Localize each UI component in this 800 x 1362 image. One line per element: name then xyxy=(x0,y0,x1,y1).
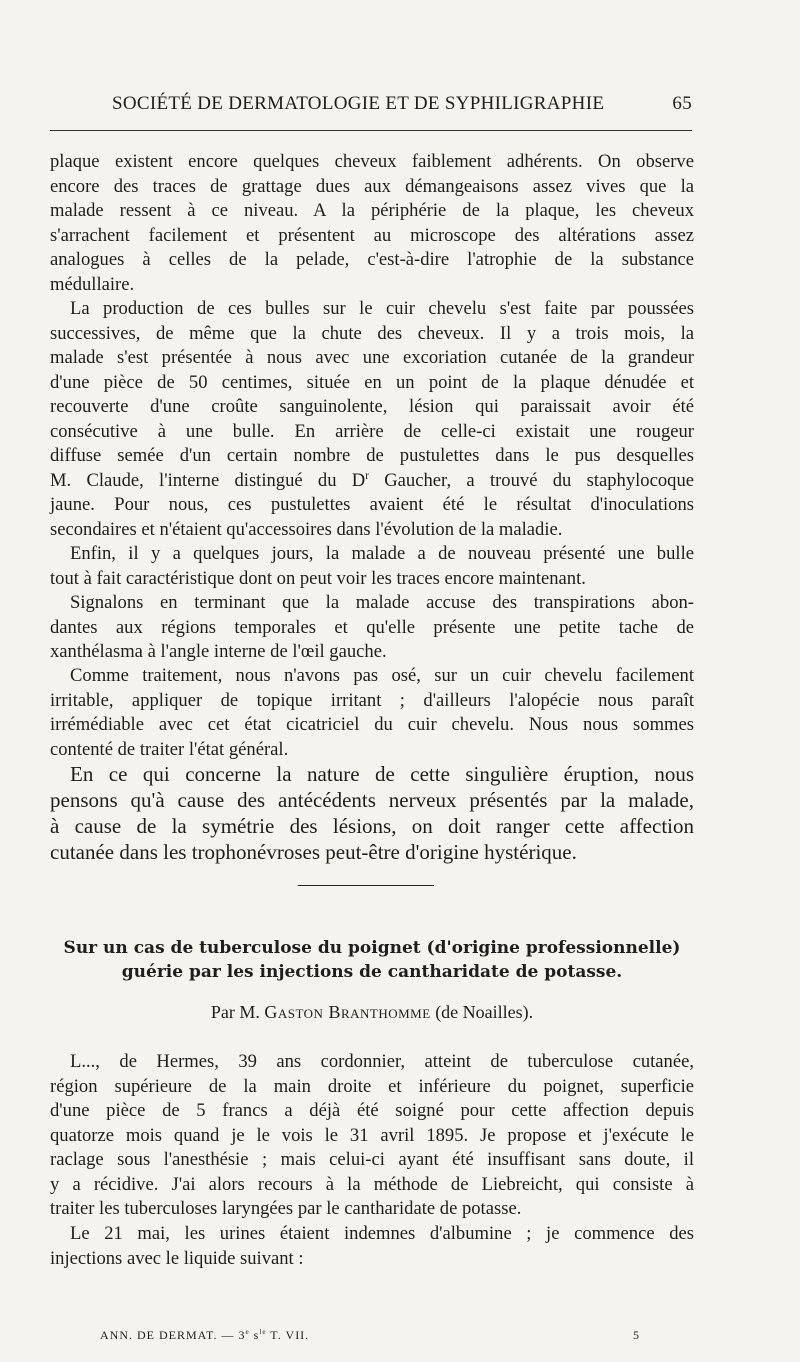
text-line: secondaires et n'étaient qu'accessoires dans l'évolution de la maladie. xyxy=(50,518,563,540)
text-line: recouverte d'une croûte sanguinolente, lésion qui paraissait avoir été xyxy=(50,396,694,417)
section-title-line: Sur un cas de tuberculose du poignet (d'origine professionnelle) xyxy=(63,938,681,958)
text-line: traiter les tuberculoses laryngées par le cantharidate de potasse. xyxy=(50,1198,522,1219)
text-line: En ce qui concerne la nature de cette singulière éruption, nous xyxy=(70,762,694,786)
text-line: analogues à celles de la pelade, c'est-à-dire l'atrophie de la substance xyxy=(50,249,694,270)
text-line: malade ressent à ce niveau. A la périphérie de la plaque, les cheveux xyxy=(50,200,694,221)
superscript: e xyxy=(245,1328,250,1336)
author-name: Gaston Branthomme xyxy=(264,1002,431,1022)
text-segment: s xyxy=(249,1328,260,1342)
page-number: 65 xyxy=(672,93,692,114)
text-line: Comme traitement, nous n'avons pas osé, sur un cuir chevelu facilement xyxy=(70,665,694,686)
running-title: SOCIÉTÉ DE DERMATOLOGIE ET DE SYPHILIGRAPHIE xyxy=(112,93,605,114)
text-line: cutanée dans les trophonévroses peut-être d'origine hystérique. xyxy=(50,840,577,864)
text-line: tout à fait caractéristique dont on peut voir les traces encore maintenant. xyxy=(50,567,586,589)
byline-suffix: (de Noailles). xyxy=(430,1002,534,1022)
superscript: le xyxy=(259,1328,267,1336)
superscript: r xyxy=(365,469,369,482)
text-line: diffuse semée d'un certain nombre de pustulettes dans le pus desquelles xyxy=(50,445,694,466)
text-line: Enfin, il y a quelques jours, la malade a de nouveau présenté une bulle xyxy=(70,543,694,564)
text-segment: ANN. DE DERMAT. — 3 xyxy=(100,1328,246,1342)
paragraph-6 xyxy=(50,761,694,865)
text-line: L..., de Hermes, 39 ans cordonnier, atteint de tuberculose cutanée, xyxy=(70,1051,694,1072)
paragraph-4 xyxy=(50,591,694,665)
text-line: d'une pièce de 50 centimes, située en un point de la plaque dénudée et xyxy=(50,371,694,393)
paragraph-1 xyxy=(50,150,694,297)
footer-signature xyxy=(100,1328,309,1343)
text-line: région supérieure de la main droite et inférieure du poignet, superficie xyxy=(50,1075,694,1097)
text-line xyxy=(50,469,694,494)
text-line: plaque existent encore quelques cheveux faiblement adhérents. On observe xyxy=(50,151,694,172)
paragraph-7 xyxy=(50,1050,694,1222)
text-line: d'une pièce de 5 francs a déjà été soigné pour cette affection depuis xyxy=(50,1100,694,1121)
text-line: xanthélasma à l'angle interne de l'œil gauche. xyxy=(50,641,387,662)
paragraph-3 xyxy=(50,542,694,591)
paragraph-5 xyxy=(50,664,694,762)
text-line: La production de ces bulles sur le cuir chevelu s'est faite par poussées xyxy=(70,298,694,319)
header-rule xyxy=(50,130,692,131)
signature-mark: 5 xyxy=(633,1328,640,1342)
text-line: irrémédiable avec cet état cicatriciel du cuir chevelu. Nous nous sommes xyxy=(50,714,694,735)
text-line: malade s'est présentée à nous avec une excoriation cutanée de la grandeur xyxy=(50,347,694,368)
byline xyxy=(50,1000,694,1024)
text-line: contenté de traiter l'état général. xyxy=(50,738,289,760)
text-line: dantes aux régions temporales et qu'elle présente une petite tache de xyxy=(50,616,694,638)
text-line: pensons qu'à cause des antécédents nerveux présentés par la malade, xyxy=(50,788,694,812)
text-line: à cause de la symétrie des lésions, on doit ranger cette affection xyxy=(50,814,694,838)
section-divider xyxy=(298,885,434,886)
text-segment: M. Claude, l'interne distingué du D xyxy=(50,469,366,491)
text-line: y a récidive. J'ai alors recours à la méthode de Liebreicht, qui consiste à xyxy=(50,1173,694,1195)
text-line: Le 21 mai, les urines étaient indemnes d'albumine ; je commence des xyxy=(70,1223,694,1244)
text-line: raclage sous l'anesthésie ; mais celui-ci ayant été insuffisant sans doute, il xyxy=(50,1149,694,1170)
paragraph-2 xyxy=(50,297,694,542)
text-line: consécutive à une bulle. En arrière de celle-ci existait une rougeur xyxy=(50,420,694,442)
text-line: successives, de même que la chute des cheveux. Il y a trois mois, la xyxy=(50,322,694,344)
text-line: jaune. Pour nous, ces pustulettes avaient été le résultat d'inoculations xyxy=(50,494,694,515)
paragraph-8 xyxy=(50,1222,694,1271)
text-line: Signalons en terminant que la malade accuse des transpirations abon- xyxy=(70,592,694,613)
text-line: injections avec le liquide suivant : xyxy=(50,1247,304,1269)
text-line: quatorze mois quand je le vois le 31 avril 1895. Je propose et j'exécute le xyxy=(50,1124,694,1146)
byline-prefix: Par M. xyxy=(210,1002,265,1022)
text-segment: Gaucher, a trouvé du staphylocoque xyxy=(368,469,695,491)
text-line: encore des traces de grattage dues aux démangeaisons assez vives que la xyxy=(50,175,694,197)
text-line: irritable, appliquer de topique irritant ; d'ailleurs l'alopécie nous paraît xyxy=(50,689,694,711)
section-title-line: guérie par les injections de cantharidate de potasse. xyxy=(121,962,623,982)
text-segment: T. VII. xyxy=(266,1328,310,1342)
text-line: s'arrachent facilement et présentent au microscope des altérations assez xyxy=(50,224,694,246)
text-line: médullaire. xyxy=(50,273,135,295)
